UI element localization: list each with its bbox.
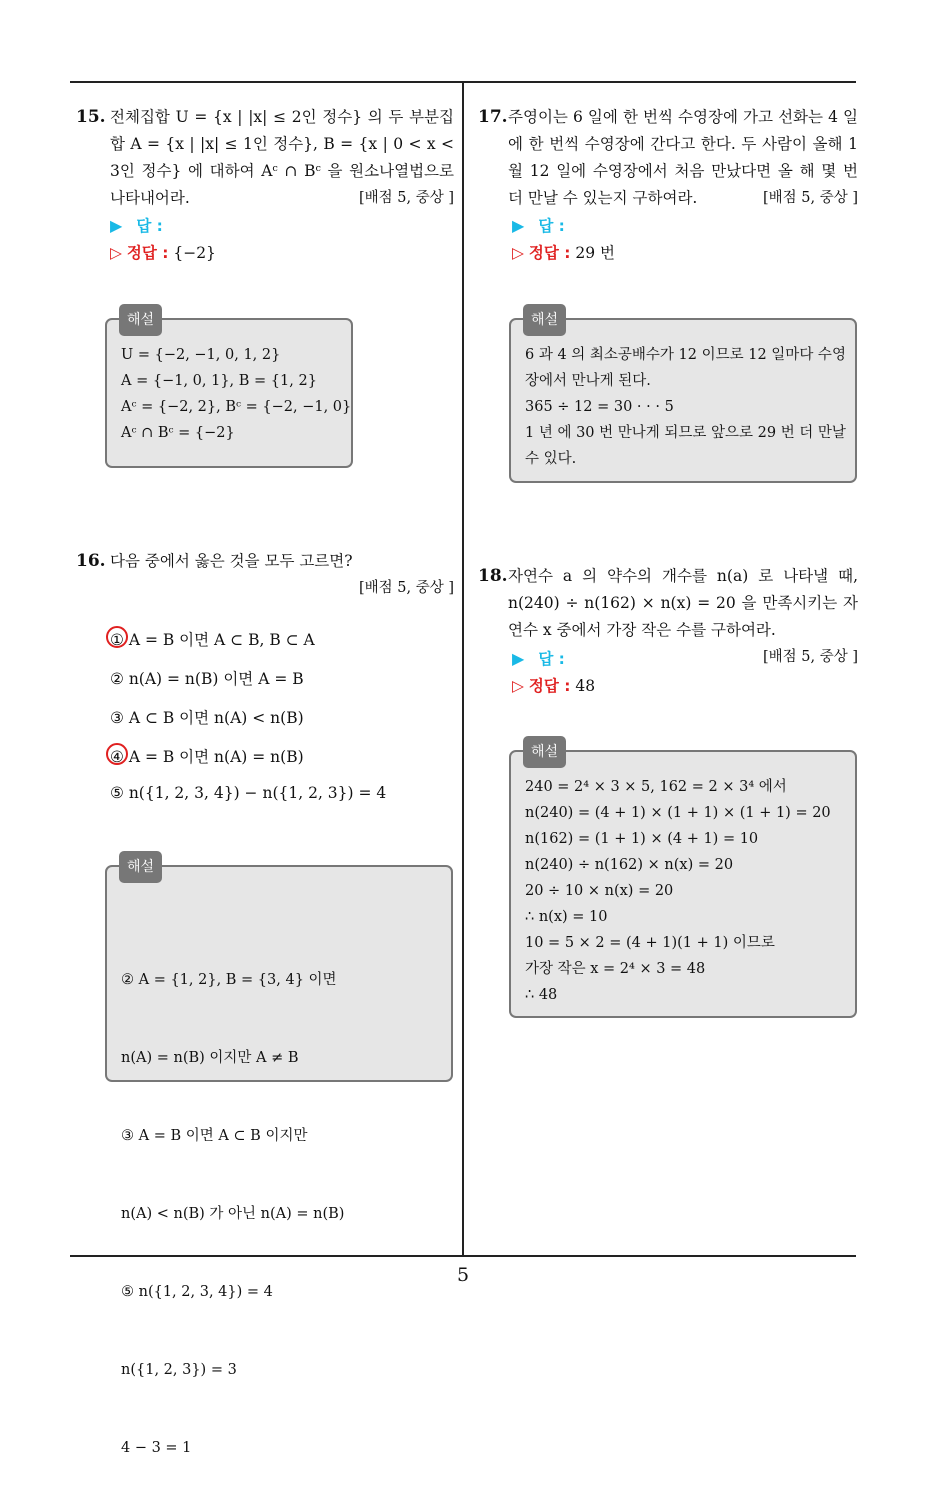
solution-line: 6 과 4 의 최소공배수가 12 이므로 12 일마다 수영 [525, 347, 846, 363]
points-label: [배점 5, 중상 ] [358, 190, 454, 206]
solution-line: ∴ 48 [525, 987, 558, 1003]
solution-tag: 해설 [119, 304, 162, 336]
question-17 [478, 104, 858, 212]
solution-line: A = {−1, 0, 1}, B = {1, 2} [121, 373, 317, 389]
correct-value: 29 번 [575, 244, 615, 262]
question-number: 15. [76, 107, 106, 127]
solution-line: n(A) = n(B) 이지만 A ≠ B [121, 1050, 299, 1066]
solution-box-17 [509, 312, 857, 483]
points-label: [배점 5, 중상 ] [762, 649, 858, 665]
answer-label: 답 : [538, 217, 565, 235]
question-text: 주영이는 6 일에 한 번씩 수영장에 가고 선화는 4 일에 한 번씩 수영장에 간다고 한다. 두 사람이 올해 1 월 12 일에 수영장에서 처음 만났다면 올 해 몇 번 더 만날 수 있는지 구하여라. [508, 108, 858, 207]
solution-box-15 [105, 312, 353, 468]
solution-line: 10 = 5 × 2 = (4 + 1)(1 + 1) 이므로 [525, 935, 775, 951]
question-text: 다음 중에서 옳은 것을 모두 고르면? [110, 552, 353, 570]
answer-row-18 [512, 647, 565, 669]
solution-line: ∴ n(x) = 10 [525, 909, 608, 925]
solution-box-18 [509, 744, 857, 1018]
solution-line: 수 있다. [525, 451, 577, 467]
correct-row-15 [110, 241, 216, 263]
answer-row-17 [512, 214, 565, 236]
option-5: ⑤ n({1, 2, 3, 4}) − n({1, 2, 3}) = 4 [110, 784, 387, 802]
solution-line: U = {−2, −1, 0, 1, 2} [121, 347, 281, 363]
answer-label: 답 : [538, 650, 565, 668]
solution-tag: 해설 [523, 736, 566, 768]
solution-line: 365 ÷ 12 = 30 · · · 5 [525, 399, 674, 415]
solution-line: Aᶜ ∩ Bᶜ = {−2} [121, 425, 235, 441]
outline-triangle-icon: ▷ [512, 244, 524, 262]
solution-line: ⑤ n({1, 2, 3, 4}) = 4 [121, 1284, 273, 1300]
solution-line: ② A = {1, 2}, B = {3, 4} 이면 [121, 972, 337, 988]
answer-label: 답 : [136, 217, 163, 235]
points-label: [배점 5, 중상 ] [762, 190, 858, 206]
question-16 [76, 548, 454, 602]
play-triangle-icon: ▶ [110, 216, 123, 235]
solution-tag: 해설 [119, 851, 162, 883]
play-triangle-icon: ▶ [512, 216, 525, 235]
option-4: ④ A = B 이면 n(A) = n(B) [110, 748, 304, 766]
answer-row-15 [110, 214, 163, 236]
correct-label: 정답 : [528, 677, 571, 695]
correct-value: 48 [575, 677, 596, 695]
question-number: 16. [76, 551, 106, 571]
solution-line: 20 ÷ 10 × n(x) = 20 [525, 883, 674, 899]
solution-line: n(240) ÷ n(162) × n(x) = 20 [525, 857, 734, 873]
outline-triangle-icon: ▷ [110, 244, 122, 262]
option-2: ② n(A) = n(B) 이면 A = B [110, 670, 304, 688]
solution-line: n({1, 2, 3}) = 3 [121, 1362, 237, 1378]
correct-label: 정답 : [528, 244, 571, 262]
solution-line: ③ A = B 이면 A ⊂ B 이지만 [121, 1128, 308, 1144]
question-15 [76, 104, 454, 212]
solution-line: n(240) = (4 + 1) × (1 + 1) × (1 + 1) = 20 [525, 805, 831, 821]
solution-line: 1 년 에 30 번 만나게 되므로 앞으로 29 번 더 만날 [525, 425, 846, 441]
option-1: ① A = B 이면 A ⊂ B, B ⊂ A [110, 631, 315, 649]
solution-line: 장에서 만나게 된다. [525, 373, 651, 389]
correct-row-18 [512, 674, 595, 696]
solution-line: n(162) = (1 + 1) × (4 + 1) = 10 [525, 831, 759, 847]
question-number: 18. [478, 566, 508, 586]
outline-triangle-icon: ▷ [512, 677, 524, 695]
solution-line: 가장 작은 x = 2⁴ × 3 = 48 [525, 961, 706, 977]
points-label: [배점 5, 중상 ] [358, 580, 454, 596]
option-3: ③ A ⊂ B 이면 n(A) < n(B) [110, 709, 304, 727]
question-text: 전체집합 U = {x | |x| ≤ 2인 정수} 의 두 부분집합 A = {x | |x| ≤ 1인 정수}, B = {x | 0 < x < 3인 정수} 에 대하여 Aᶜ ∩ Bᶜ 을 원소나열법으로 나타내어라. [110, 108, 454, 207]
column-divider [462, 82, 464, 1256]
correct-row-17 [512, 241, 615, 263]
solution-line: n(A) < n(B) 가 아닌 n(A) = n(B) [121, 1206, 345, 1222]
correct-label: 정답 : [126, 244, 169, 262]
play-triangle-icon: ▶ [512, 649, 525, 668]
solution-tag: 해설 [523, 304, 566, 336]
page-number: 5 [456, 1264, 470, 1286]
solution-box-16 [105, 859, 453, 1456]
solution-line: 240 = 2⁴ × 3 × 5, 162 = 2 × 3⁴ 에서 [525, 779, 787, 795]
correct-value: {−2} [173, 244, 216, 262]
solution-line: Aᶜ = {−2, 2}, Bᶜ = {−2, −1, 0} [121, 399, 352, 415]
solution-line: 4 − 3 = 1 [121, 1440, 192, 1456]
question-number: 17. [478, 107, 508, 127]
question-text: 자연수 a 의 약수의 개수를 n(a) 로 나타낼 때, n(240) ÷ n(162) × n(x) = 20 을 만족시키는 자연수 x 중에서 가장 작은 수를 구하여라. [508, 567, 858, 639]
